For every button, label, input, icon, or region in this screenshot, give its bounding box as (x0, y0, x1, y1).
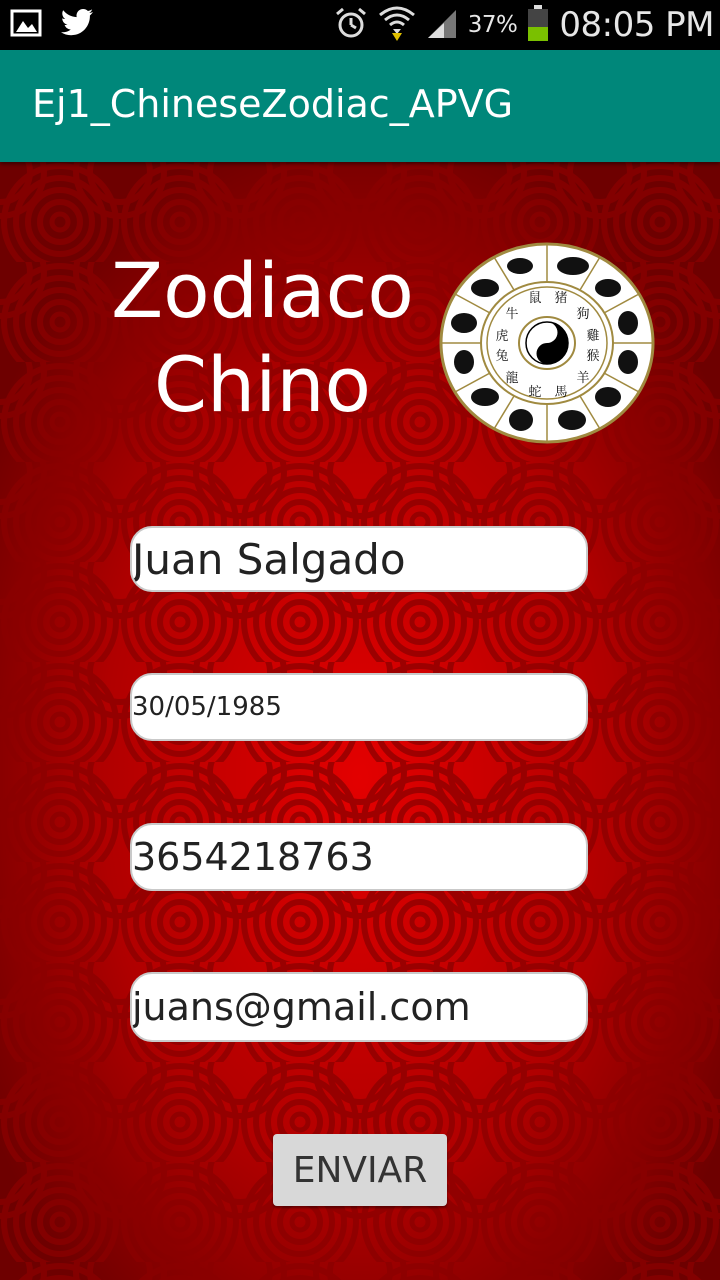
title-line-2: Chino (153, 340, 371, 429)
twitter-icon (60, 8, 94, 42)
name-input[interactable] (130, 526, 588, 592)
gallery-icon (10, 8, 42, 42)
page-title (80, 244, 445, 432)
battery-percent: 37% (467, 12, 518, 38)
wheel-char: 羊 (576, 371, 590, 386)
wheel-char: 狗 (576, 307, 590, 322)
wheel-char: 猪 (554, 291, 568, 306)
wheel-char: 龍 (505, 371, 519, 386)
clock: 08:05 PM (559, 5, 714, 45)
submit-button[interactable]: ENVIAR (273, 1134, 447, 1206)
main-content (0, 162, 720, 1280)
wheel-char: 兔 (495, 349, 509, 364)
wheel-char: 猴 (586, 349, 600, 364)
zodiac-wheel-image (438, 242, 656, 444)
title-line-1: Zodiaco (111, 246, 414, 335)
battery-icon (527, 4, 549, 46)
wheel-char: 馬 (554, 385, 568, 400)
wheel-char: 鼠 (528, 291, 542, 306)
wheel-char: 雞 (586, 329, 600, 344)
alarm-icon (334, 6, 368, 44)
wheel-char: 牛 (505, 307, 519, 322)
status-bar (0, 0, 720, 50)
wheel-char: 虎 (495, 329, 509, 344)
birthdate-input[interactable] (130, 673, 588, 741)
app-title: Ej1_ChineseZodiac_APVG (32, 82, 514, 126)
signal-icon (426, 6, 458, 44)
phone-input[interactable] (130, 823, 588, 891)
email-input[interactable] (130, 972, 588, 1042)
app-bar (0, 50, 720, 162)
wheel-char: 蛇 (528, 385, 542, 400)
wifi-icon (378, 3, 416, 47)
